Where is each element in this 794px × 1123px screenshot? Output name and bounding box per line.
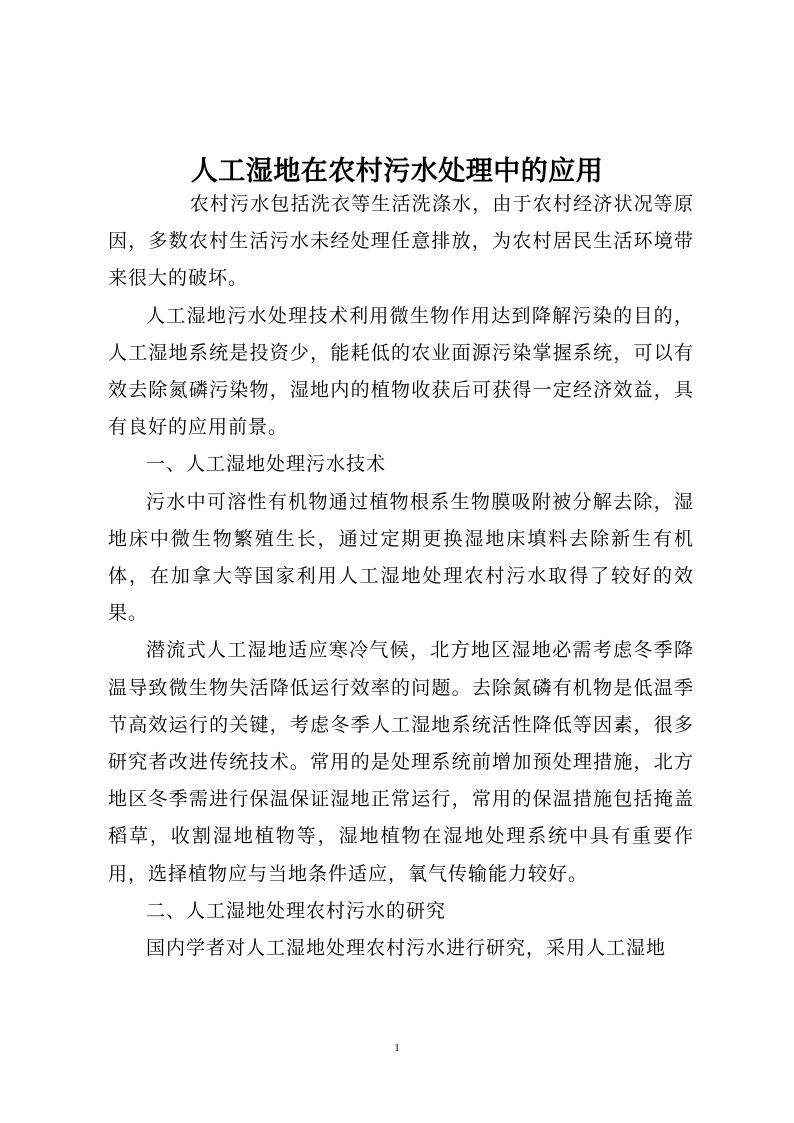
- paragraph-cold-climate: 潜流式人工湿地适应寒冷气候，北方地区湿地必需考虑冬季降温导致微生物失活降低运行效率的问题。去除氮磷有机物是低温季节高效运行的关键，考虑冬季人工湿地系统活性降低等因素，很多研究者改进传统技术。常用的是处理系统前增加预处理措施，北方地区冬季需进行保温保证湿地正常运行，常用的保温措施包括掩盖稻草，收割湿地植物等，湿地植物在湿地处理系统中具有重要作用，选择植物应与当地条件适应，氧气传输能力较好。: [108, 639, 694, 885]
- page-number: 1: [394, 1042, 400, 1054]
- paragraph-technology-overview: 人工湿地污水处理技术利用微生物作用达到降解污染的目的，人工湿地系统是投资少，能耗低的农业面源污染掌握系统，可以有效去除氮磷污染物，湿地内的植物收获后可获得一定经济效益，具有良好的应用前景。: [108, 304, 694, 439]
- paragraph-domestic-research: 国内学者对人工湿地处理农村污水进行研究，采用人工湿地: [146, 937, 667, 960]
- document-body: [108, 186, 694, 967]
- paragraph-wastewater-process: 污水中可溶性有机物通过植物根系生物膜吸附被分解去除，湿地床中微生物繁殖生长，通过定期更换湿地床填料去除新生有机体，在加拿大等国家利用人工湿地处理农村污水取得了较好的效果。: [108, 490, 694, 625]
- paragraph-intro: 农村污水包括洗衣等生活洗涤水，由于农村经济状况等原因，多数农村生活污水未经处理任意排放，为农村居民生活环境带来很大的破坏。: [108, 193, 694, 290]
- section-heading-2: 二、人工湿地处理农村污水的研究: [146, 899, 447, 922]
- document-title: 人工湿地在农村污水处理中的应用: [190, 156, 604, 188]
- section-heading-1: 一、人工湿地处理污水技术: [146, 453, 387, 476]
